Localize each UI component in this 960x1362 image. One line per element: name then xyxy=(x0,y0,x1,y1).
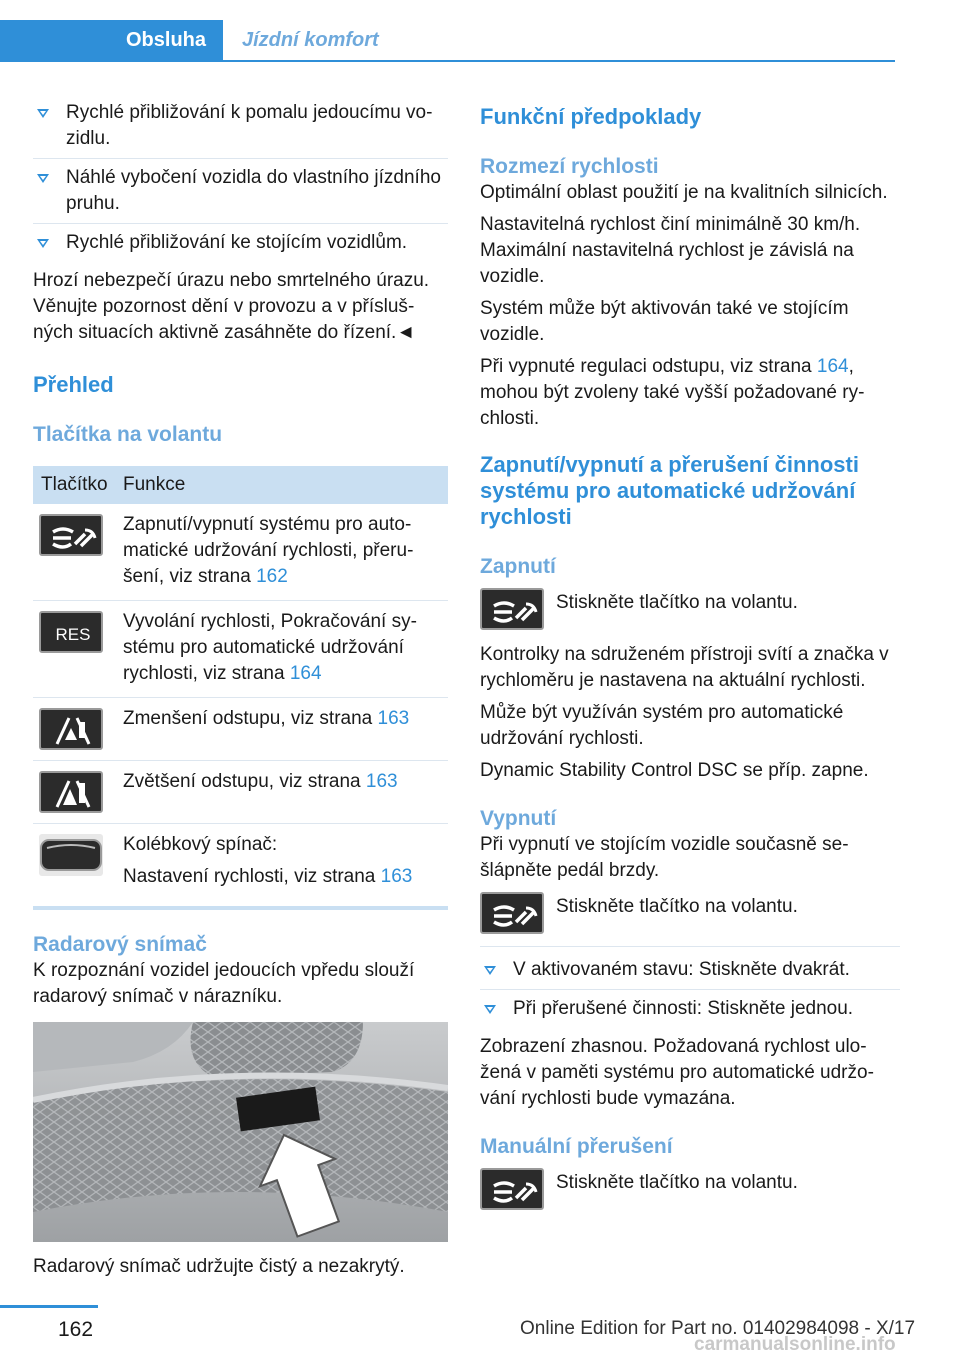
table-row: RES Vyvolání rychlosti, Pokračování systému pro automatické udržování rychlosti, viz strana 164 xyxy=(33,601,448,698)
cruise-control-icon xyxy=(480,588,544,630)
footer-rule xyxy=(0,1305,98,1308)
buttons-table xyxy=(33,466,448,910)
right-column xyxy=(480,100,900,1222)
distance-increase-icon xyxy=(39,771,103,813)
rocker-switch-icon xyxy=(39,834,103,876)
subsection-title-speed-range: Rozmezí rychlosti xyxy=(480,155,659,178)
paragraph: Nastavitelná rychlost činí minimálně 30 km/h. Maximální nastavitelná rychlost je závislá na vozidle. xyxy=(480,214,861,287)
triangle-bullet-icon xyxy=(37,239,49,248)
distance-decrease-icon xyxy=(39,708,103,750)
page-ref-link[interactable]: 164 xyxy=(289,663,322,684)
subsection-title-off: Vypnutí xyxy=(480,807,557,830)
subsection-title-manual-interrupt: Manuální přerušení xyxy=(480,1135,673,1158)
cruise-control-icon xyxy=(480,1168,544,1210)
radar-caption: Radarový snímač udržujte čistý a nezakrytý. xyxy=(33,1256,405,1277)
tab-obsluha[interactable]: Obsluha xyxy=(0,20,223,62)
list-item: Náhlé vybočení vozidla do vlastního jízdního pruhu. xyxy=(33,165,448,224)
subsection-title-on: Zapnutí xyxy=(480,555,556,578)
instruction-row: Stiskněte tlačítko na volantu. xyxy=(480,588,900,630)
table-row: Zapnutí/vypnutí systému pro automatické udržování rychlosti, přerušení, viz strana 162 xyxy=(33,504,448,601)
watermark: carmanualsonline.info xyxy=(694,1334,896,1355)
list-item: Při přerušené činnosti: Stiskněte jednou. xyxy=(480,996,900,1028)
triangle-bullet-icon xyxy=(484,966,496,975)
paragraph: Zobrazení zhasnou. Požadovaná rychlost uložená v paměti systému pro automatické udržování rychlosti bude vymazána. xyxy=(480,1036,874,1109)
section-title-prerequisites: Funkční předpoklady xyxy=(480,104,702,129)
page-number: 162 xyxy=(58,1318,94,1341)
cruise-control-icon xyxy=(480,892,544,934)
table-row: Zvětšení odstupu, viz strana 163 xyxy=(33,761,448,824)
warning-text: Hrozí nebezpečí úrazu nebo smrtelného úrazu. Věnujte pozornost dění v provozu a v příslušných situacích aktivně zasáhněte do řízení.◄ xyxy=(33,270,430,343)
table-row: Zmenšení odstupu, viz strana 163 xyxy=(33,698,448,761)
paragraph: Systém může být aktivován také ve stojícím vozidle. xyxy=(480,298,849,345)
list-item: Rychlé přibližování k pomalu jedoucímu vozidlu. xyxy=(33,100,448,159)
left-column xyxy=(33,100,448,1286)
page-ref-link[interactable]: 163 xyxy=(380,866,413,887)
section-title-overview: Přehled xyxy=(33,372,114,397)
section-title-on-off: Zapnutí/vypnutí a přerušení činnosti systému pro automatické udržování rychlosti xyxy=(480,452,859,529)
subsection-title-buttons: Tlačítka na volantu xyxy=(33,423,223,446)
paragraph: Optimální oblast použití je na kvalitních silnicích. xyxy=(480,182,888,203)
list-item: Rychlé přibližování ke stojícím vozidlům. xyxy=(33,230,448,262)
paragraph: Může být využíván systém pro automatické udržování rychlosti. xyxy=(480,702,844,749)
edition-text: Online Edition for Part no. 01402984098 - X/17 xyxy=(520,1318,916,1339)
page-ref-link[interactable]: 163 xyxy=(365,771,398,792)
paragraph: Při vypnuté regulaci odstupu, viz strana 164, mohou být zvoleny také vyšší požadované rychlosti. xyxy=(480,356,865,429)
paragraph: Při vypnutí ve stojícím vozidle současně sešlápněte pedál brzdy. xyxy=(480,834,849,881)
list-item: V aktivovaném stavu: Stiskněte dvakrát. xyxy=(480,946,900,990)
triangle-bullet-icon xyxy=(37,174,49,183)
triangle-bullet-icon xyxy=(484,1005,496,1014)
instruction-row: Stiskněte tlačítko na volantu. xyxy=(480,892,900,934)
table-row: Kolébkový spínač: Nastavení rychlosti, viz strana 163 xyxy=(33,824,448,906)
instruction-row: Stiskněte tlačítko na volantu. xyxy=(480,1168,900,1210)
paragraph: Dynamic Stability Control DSC se příp. zapne. xyxy=(480,760,869,781)
res-button-icon xyxy=(39,611,103,653)
triangle-bullet-icon xyxy=(37,109,49,118)
column-header-function: Funkce xyxy=(123,474,186,495)
paragraph: Kontrolky na sdruženém přístroji svítí a značka v rychloměru je nastavena na aktuální rychlosti. xyxy=(480,644,889,691)
tab-jizdni-komfort[interactable]: Jízdní komfort xyxy=(242,29,379,51)
page-ref-link[interactable]: 162 xyxy=(256,566,288,587)
page-ref-link[interactable]: 163 xyxy=(377,708,410,729)
column-header-button: Tlačítko xyxy=(41,474,108,495)
subsection-title-radar: Radarový snímač xyxy=(33,933,207,956)
cruise-control-icon xyxy=(39,514,103,556)
svg-text:RES: RES xyxy=(55,625,91,644)
page-ref-link[interactable]: 164 xyxy=(816,356,849,377)
radar-text: K rozpoznání vozidel jedoucích vpředu slouží radarový snímač v nárazníku. xyxy=(33,960,415,1007)
radar-sensor-image xyxy=(33,1022,448,1242)
page-header xyxy=(0,0,895,62)
table-header xyxy=(33,466,448,504)
